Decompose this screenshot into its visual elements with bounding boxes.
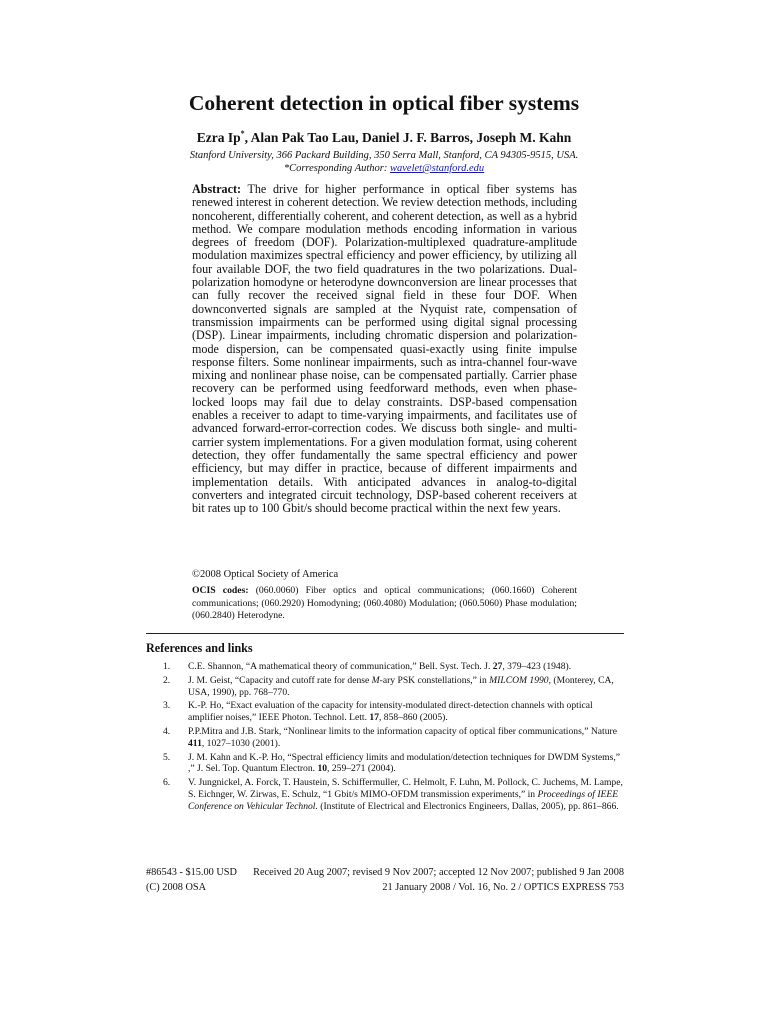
- reference-text: 27: [492, 661, 503, 672]
- copyright-notice: ©2008 Optical Society of America: [192, 569, 339, 580]
- reference-text: Proceedings of IEEE Conference on Vehicular Technol.: [188, 788, 619, 812]
- reference-number: 2.: [163, 674, 171, 686]
- affiliation: Stanford University, 366 Packard Building, 350 Serra Mall, Stanford, CA 94305-9515, USA.: [189, 150, 579, 161]
- author-list: [0, 125, 768, 147]
- reference-text: (Institute of Electrical and Electronics Engineers, Dallas, 2005), pp. 861–866.: [317, 800, 619, 812]
- reference-text: V. Jungnickel, A. Forck, T. Haustein, S. Schiffermuller, C. Helmolt, F. Luhn, M. Pollock, C. Juchems, M. Lampe, S. Eichnger, W. Zirwas, E. Schulz, “1 Gbit/s MIMO-OFDM transmission experiments,” in: [188, 777, 623, 800]
- reference-number: 3.: [163, 700, 171, 712]
- reference-text: 411: [188, 737, 202, 749]
- abstract-text: The drive for higher performance in optical fiber systems has renewed interest in coherent detection. We review detection methods, including noncoherent, differentially coherent, and coherent detection, as well as a hybrid method. We compare modulation methods encoding information in various degrees of freedom (DOF). Polarization-multiplexed quadrature-amplitude modulation maximizes spectral efficiency and power efficiency, by utilizing all four available DOF, the two field quadratures in the two polarizations. Dual-polarization homodyne or heterodyne downconversion are linear processes that can fully recover the received signal field in these four DOF. When downconverted signals are sampled at the Nyquist rate, compensation of transmission impairments can be performed using digital signal processing (DSP). Linear impairments, including chromatic dispersion and polarization-mode dispersion, can be compensated quasi-exactly using finite impulse response filters. Some nonlinear impairments, such as intra-channel four-wave mixing and nonlinear phase noise, can be compensated partially. Carrier phase recovery can be performed using feedforward methods, even when phase-locked loops may fail due to delay constraints. DSP-based compensation enables a receiver to adapt to time-varying impairments, and facilitates use of advanced forward-error-correction codes. We discuss both single- and multi-carrier system implementations. For a given modulation format, using coherent detection, they offer fundamentally the same spectral efficiency and power efficiency, but may differ in practice, because of different impairments and implementation details. With anticipated advances in analog-to-digital converters and integrated circuit technology, DSP-based coherent receivers at bit rates up to 100 Gbit/s should become practical within the next few years.: [192, 182, 577, 516]
- reference-number: 6.: [163, 777, 171, 789]
- reference-text: , 858–860 (2005).: [379, 712, 448, 724]
- reference-text: J. M. Kahn and K.-P. Ho, “Spectral efficiency limits and modulation/detection techniques for DWDM Systems,” ,” J. Sel. Top. Quantum Electron.: [188, 751, 620, 775]
- references-list: [146, 661, 624, 815]
- journal-citation: 21 January 2008 / Vol. 16, No. 2 / OPTICS EXPRESS 753: [382, 882, 624, 893]
- reference-number: 5.: [163, 751, 171, 763]
- reference-item: [146, 661, 624, 673]
- article-price: #86543 - $15.00 USD: [146, 867, 237, 878]
- osa-copyright: (C) 2008 OSA: [146, 882, 207, 893]
- reference-text: MILCOM 1990: [489, 674, 549, 686]
- corresponding-marker: *: [240, 129, 245, 138]
- corresponding-email-link[interactable]: wavelet@stanford.edu: [390, 163, 485, 174]
- reference-text: 10: [317, 763, 328, 775]
- references-heading: References and links: [146, 641, 253, 655]
- reference-item: [146, 777, 624, 812]
- ocis-text: (060.0060) Fiber optics and optical communications; (060.1660) Coherent communications; (060.2920) Homodyning; (060.4080) Modulation; (060.5060) Phase modulation; (060.2840) Heterodyne.: [192, 585, 578, 622]
- reference-text: K.-P. Ho, “Exact evaluation of the capacity for intensity-modulated direct-detection channels with optical amplifier noises,” IEEE Photon. Technol. Lett.: [188, 700, 593, 724]
- reference-item: [146, 752, 624, 776]
- abstract: [192, 183, 577, 515]
- reference-text: , 1027–1030 (2001).: [201, 737, 281, 749]
- other-authors: , Alan Pak Tao Lau, Daniel J. F. Barros, Joseph M. Kahn: [244, 130, 572, 145]
- paper-title: Coherent detection in optical fiber systems: [188, 91, 580, 115]
- ocis-label: OCIS codes:: [192, 585, 249, 596]
- reference-number: 1.: [163, 661, 171, 672]
- reference-text: M: [371, 674, 380, 686]
- reference-text: P.P.Mitra and J.B. Stark, “Nonlinear limits to the information capacity of optical fiber communications,” Nature: [188, 725, 617, 737]
- reference-text: J. M. Geist, “Capacity and cutoff rate for dense: [188, 674, 372, 686]
- reference-text: C.E. Shannon, “A mathematical theory of communication,” Bell. Syst. Tech. J.: [188, 661, 493, 672]
- reference-text: , 379–423 (1948).: [502, 661, 572, 672]
- reference-item: [146, 700, 624, 724]
- ocis-codes: [192, 585, 577, 623]
- abstract-label: Abstract:: [192, 182, 242, 196]
- first-author: Ezra Ip: [196, 130, 241, 145]
- corresponding-label: *Corresponding Author:: [283, 163, 391, 174]
- corresponding-author: [0, 162, 768, 175]
- reference-text: , 259–271 (2004).: [327, 763, 396, 775]
- reference-item: [146, 726, 624, 750]
- reference-number: 4.: [163, 725, 171, 737]
- reference-item: [146, 675, 624, 699]
- reference-text: , (Monterey, CA, USA, 1990), pp. 768–770.: [188, 674, 614, 698]
- reference-text: -ary PSK constellations,” in: [379, 674, 490, 686]
- reference-text: 17: [369, 712, 379, 724]
- section-divider: [146, 633, 624, 634]
- publication-history: Received 20 Aug 2007; revised 9 Nov 2007; accepted 12 Nov 2007; published 9 Jan 2008: [253, 867, 624, 878]
